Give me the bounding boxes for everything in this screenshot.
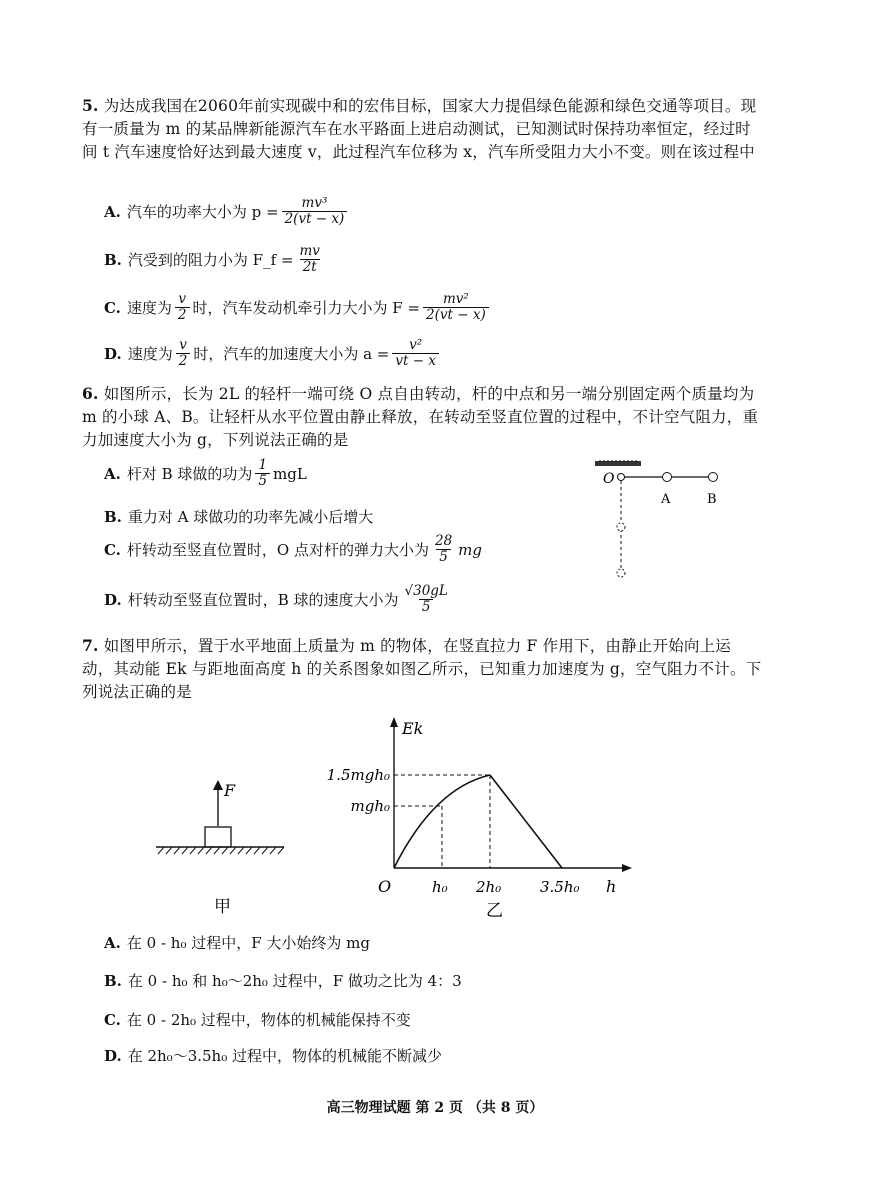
fraction-den: 2 bbox=[175, 307, 190, 323]
option-label: C. bbox=[104, 1010, 121, 1029]
question-number: 6. bbox=[82, 384, 99, 403]
x-axis-label: h bbox=[606, 877, 617, 896]
q7-option-a[interactable] bbox=[104, 932, 370, 953]
fraction-num: 1 bbox=[258, 457, 268, 473]
arrow-head bbox=[213, 780, 223, 790]
fraction-den: 5 bbox=[255, 473, 270, 489]
option-text: 重力对 A 球做功的功率先减小后增大 bbox=[127, 508, 374, 526]
fraction-num: 28 bbox=[434, 533, 453, 549]
option-prefix: 速度为 bbox=[126, 299, 172, 317]
option-text: 汽车的功率大小为 p = bbox=[126, 203, 279, 221]
fraction bbox=[423, 292, 489, 323]
option-text: 时，汽车发动机牵引力大小为 F = bbox=[192, 299, 421, 317]
figure-caption-left: 甲 bbox=[214, 897, 231, 917]
fraction-den: 2t bbox=[300, 259, 320, 275]
q7-option-b[interactable] bbox=[104, 970, 462, 991]
fraction bbox=[392, 338, 439, 369]
option-label: D. bbox=[104, 344, 122, 363]
fraction-den: vt − x bbox=[392, 353, 439, 369]
fraction-num: mv bbox=[299, 243, 320, 259]
y-tick-mgh0: mgh₀ bbox=[350, 797, 390, 815]
fraction-num: √30gL bbox=[404, 583, 448, 599]
fraction bbox=[176, 338, 191, 369]
option-label: B. bbox=[104, 507, 122, 526]
ball-b bbox=[709, 473, 718, 482]
x-tick-origin: O bbox=[378, 877, 392, 896]
q7-option-d[interactable] bbox=[104, 1045, 442, 1066]
option-text: 杆转动至竖直位置时，B 球的速度大小为 bbox=[127, 591, 399, 609]
fraction-den: 2 bbox=[176, 353, 191, 369]
option-label: C. bbox=[104, 540, 121, 559]
question-number: 5. bbox=[82, 96, 99, 115]
option-label: A. bbox=[104, 464, 121, 483]
ball-a-label: A bbox=[661, 492, 671, 507]
pivot-point bbox=[618, 474, 625, 481]
option-prefix: 速度为 bbox=[127, 345, 173, 363]
option-tail: mg bbox=[458, 540, 482, 559]
option-label: A. bbox=[104, 933, 121, 952]
question-text: 为达成我国在2060年前实现碳中和的宏伟目标，国家大力提倡绿色能源和绿色交通等项目。现有一质量为 m 的某品牌新能源汽车在水平路面上进启动测试，已知测试时保持功率恒定，经过时间 t 汽车速度恰好达到最大速度 v，此过程汽车位移为 x，汽车所受阻力大小不变。则在该过程中 bbox=[82, 97, 757, 161]
fraction-num: v bbox=[178, 291, 187, 307]
y-axis-arrow bbox=[390, 717, 398, 727]
fraction bbox=[296, 244, 322, 275]
q6-rod-figure bbox=[585, 455, 735, 585]
ek-h-chart bbox=[300, 710, 660, 930]
question-5-stem bbox=[82, 94, 762, 164]
fraction-num: v bbox=[179, 337, 187, 353]
ball-b-vertical bbox=[617, 569, 625, 577]
fraction bbox=[255, 458, 270, 489]
q5-option-a[interactable] bbox=[104, 196, 350, 227]
fraction bbox=[432, 534, 455, 565]
pivot-support bbox=[595, 461, 641, 466]
x-axis-arrow bbox=[622, 864, 632, 872]
option-label: A. bbox=[104, 202, 121, 221]
question-text: 如图所示，长为 2L 的轻杆一端可绕 O 点自由转动，杆的中点和另一端分别固定两个质量均为 m 的小球 A、B。让轻杆从水平位置由静止释放，在转动至竖直位置的过程中，不计空气阻力，重力加速度大小为 g，下列说法正确的是 bbox=[82, 385, 759, 449]
fraction-den: 2(vt − x) bbox=[423, 307, 489, 323]
ball-b-label: B bbox=[707, 492, 717, 507]
option-text: 在 0 - h₀ 和 h₀～2h₀ 过程中，F 做功之比为 4：3 bbox=[127, 972, 462, 990]
q7-option-c[interactable] bbox=[104, 1009, 411, 1030]
fraction-den: 2(vt − x) bbox=[282, 211, 348, 227]
x-tick-3-5h0: 3.5h₀ bbox=[540, 878, 580, 896]
q6-option-d[interactable] bbox=[104, 584, 454, 615]
fraction-num: mv³ bbox=[301, 195, 328, 211]
option-label: D. bbox=[104, 590, 122, 609]
ball-a-vertical bbox=[617, 523, 625, 531]
question-7-stem bbox=[82, 634, 762, 704]
ek-descending-line bbox=[490, 775, 562, 868]
option-text: 杆转动至竖直位置时，O 点对杆的弹力大小为 bbox=[126, 541, 429, 559]
x-tick-h0: h₀ bbox=[432, 878, 448, 896]
q6-option-a[interactable] bbox=[104, 458, 307, 489]
y-axis-label: Ek bbox=[402, 719, 424, 738]
fraction-num: v² bbox=[409, 337, 423, 353]
option-text: 在 0 - 2h₀ 过程中，物体的机械能保持不变 bbox=[126, 1011, 411, 1029]
option-label: B. bbox=[104, 250, 122, 269]
fraction-den: 5 bbox=[419, 599, 434, 615]
page-footer: 高三物理试题 第 2 页 （共 8 页） bbox=[326, 1100, 544, 1116]
option-label: B. bbox=[104, 971, 122, 990]
fraction bbox=[175, 292, 190, 323]
q5-option-b[interactable] bbox=[104, 244, 326, 275]
q6-option-b[interactable] bbox=[104, 506, 373, 527]
ball-a bbox=[663, 473, 672, 482]
option-label: D. bbox=[104, 1046, 122, 1065]
ground-hatch bbox=[158, 847, 284, 854]
y-tick-1-5mgh0: 1.5mgh₀ bbox=[326, 766, 390, 784]
question-number: 7. bbox=[82, 636, 99, 655]
option-text: 在 2h₀～3.5h₀ 过程中，物体的机械能不断减少 bbox=[127, 1047, 442, 1065]
force-label: F bbox=[224, 781, 236, 800]
question-6-stem bbox=[82, 382, 762, 452]
option-text: 杆对 B 球做的功为 bbox=[126, 465, 253, 483]
q5-option-d[interactable] bbox=[104, 338, 442, 369]
block bbox=[205, 827, 231, 847]
x-tick-2h0: 2h₀ bbox=[476, 878, 502, 896]
figure-caption-right: 乙 bbox=[486, 901, 503, 921]
pivot-label: O bbox=[603, 471, 615, 487]
q7-block-figure bbox=[150, 770, 300, 920]
fraction bbox=[282, 196, 348, 227]
question-text: 如图甲所示，置于水平地面上质量为 m 的物体，在竖直拉力 F 作用下，由静止开始向上运动，其动能 Ek 与距地面高度 h 的关系图象如图乙所示，已知重力加速度为 g，空气阻力不计。下列说法正确的是 bbox=[82, 637, 762, 701]
option-text: 时，汽车的加速度大小为 a = bbox=[193, 345, 390, 363]
option-text: 在 0 - h₀ 过程中，F 大小始终为 mg bbox=[126, 934, 371, 952]
option-label: C. bbox=[104, 298, 121, 317]
fraction-den: 5 bbox=[436, 549, 451, 565]
chart-guides bbox=[394, 775, 490, 868]
q6-option-c[interactable] bbox=[104, 534, 482, 565]
option-tail: mgL bbox=[273, 464, 307, 483]
fraction-num: mv² bbox=[442, 291, 469, 307]
option-text: 汽受到的阻力小为 F_f = bbox=[127, 251, 294, 269]
fraction bbox=[402, 584, 451, 615]
q5-option-c[interactable] bbox=[104, 292, 492, 323]
